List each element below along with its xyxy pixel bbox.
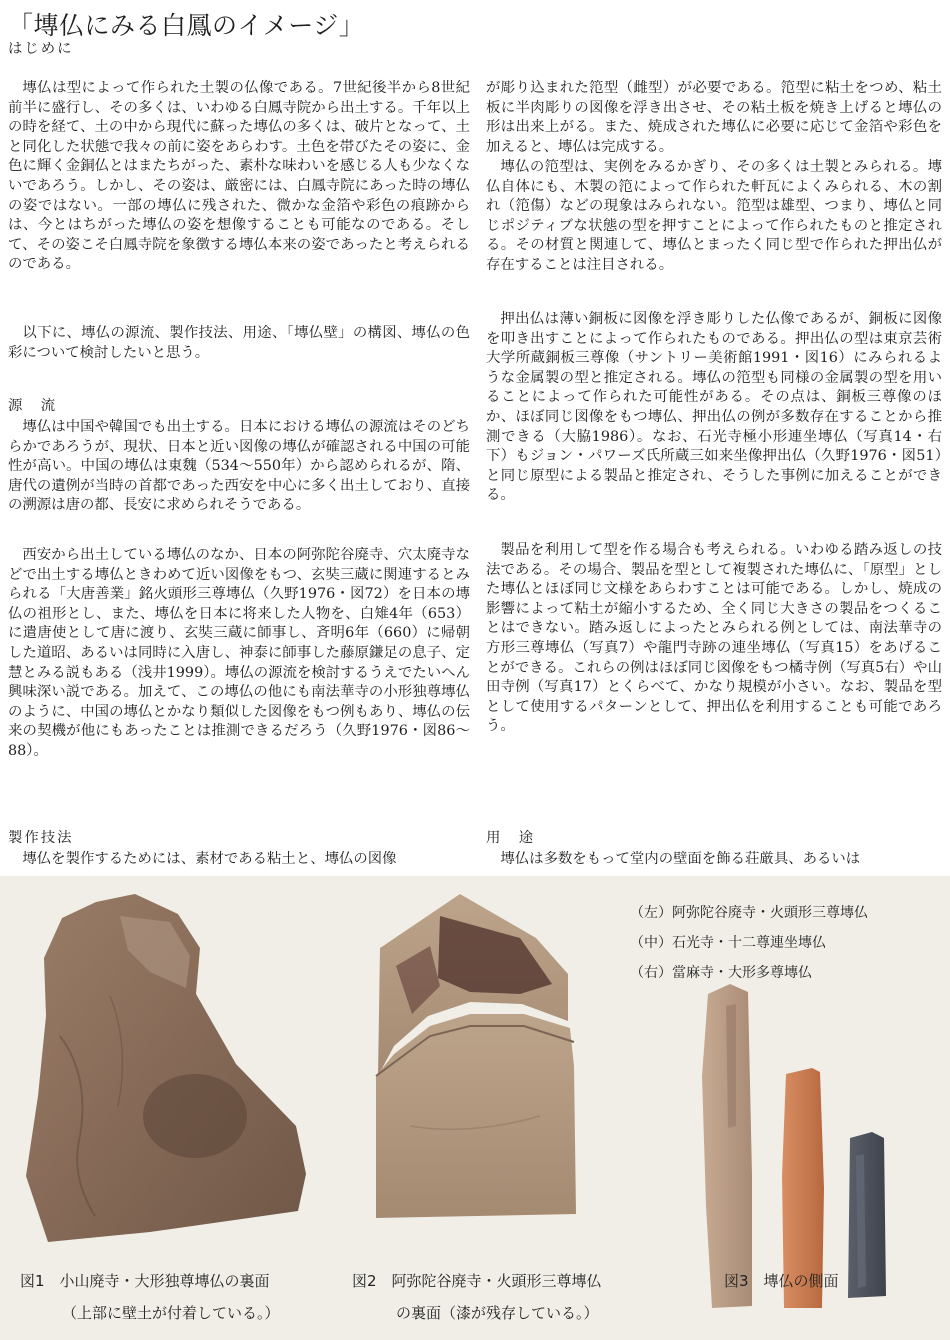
fig2-artifact-image bbox=[376, 894, 576, 1218]
origin-paragraph: 塼仏は中国や韓国でも出土する。日本における塼仏の源流はそのどちらかであろうが、現状、日本と近い図像の塼仏が確認される中国の可能性が高い。中国の塼仏は東魏（534～550年）から認められるが、隋、唐代の遺例が当時の首都であった西安を中心に多く出土しており、直接の溯源は唐の都、長安に求められそうである。 bbox=[8, 419, 470, 514]
fig1-caption: 図1 小山廃寺・大形独尊塼仏の裏面 bbox=[20, 1272, 270, 1290]
technique-heading: 製作技法 bbox=[8, 830, 74, 846]
origin-heading: 源 流 bbox=[8, 398, 58, 414]
body-paragraph: が彫り込まれた笵型（雌型）が必要である。笵型に粘土をつめ、粘土板に半肉彫りの図像を浮き出させ、その粘土板を焼き上げると塼仏の形は出来上がる。また、焼成された塼仏に必要に応じて金箔や彩色を加えると、塼仏は完成する。 bbox=[486, 80, 942, 155]
figure-legend bbox=[630, 898, 868, 988]
fig2-caption: 図2 阿弥陀谷廃寺・火頭形三尊塼仏 bbox=[352, 1272, 602, 1290]
page-title: 「塼仏にみる白鳳のイメージ」 bbox=[8, 11, 365, 40]
fig3-caption: 図3 塼仏の側面 bbox=[724, 1272, 839, 1290]
usage-paragraph: 塼仏は多数をもって堂内の壁面を飾る荘厳具、あるいは bbox=[500, 851, 861, 867]
technique-paragraph: 塼仏を製作するためには、素材である粘土と、塼仏の図像 bbox=[22, 851, 397, 867]
intro-heading: はじめに bbox=[8, 41, 74, 57]
origin-paragraph: 西安から出土している塼仏のなか、日本の阿弥陀谷廃寺、穴太廃寺などで出土する塼仏ときわめて近い図像をもつ、玄奘三蔵に関連するとみられる「大唐善業」銘火頭形三尊塼仏（久野1976・図72）を日本の塼仏の祖形とし、また、塼仏を日本に将来した人物を、白雉4年（653）に遣唐使として唐に渡り、玄奘三蔵に師事し、斉明6年（660）に帰朝した道昭、あるいは同時に入唐し、神泰に師事した藤原鎌足の息子、定慧とみる説もある（浅井1999）。塼仏の源流を検討するうえでたいへん興味深い説である。加えて、この塼仏の他にも南法華寺の小形独尊塼仏のように、中国の塼仏とかなり類似した図像をもつ例もあり、塼仏の伝来の契機が他にもあったことは推測できるだろう（久野1976・図86～88）。 bbox=[8, 547, 470, 759]
intro-paragraph: 以下に、塼仏の源流、製作技法、用途、「塼仏壁」の構図、塼仏の色彩について検討したいと思う。 bbox=[8, 325, 470, 361]
figure-panel bbox=[0, 876, 950, 1340]
fig1-caption-sub: （上部に壁土が付着している。） bbox=[62, 1304, 280, 1322]
body-paragraph: 塼仏の笵型は、実例をみるかぎり、その多くは土製とみられる。塼仏自体にも、木製の笵によって作られた軒瓦によくみられる、木の割れ（笵傷）などの現象はみられない。笵型は雄型、つまり、塼仏と同じポジティブな状態の型を押すことによって作られたものと推定される。その材質と関連して、塼仏とまったく同じ型で作られた押出仏が存在することは注目される。 bbox=[486, 159, 942, 273]
legend-item-right: （右）當麻寺・大形多尊塼仏 bbox=[630, 965, 812, 981]
legend-item-middle: （中）石光寺・十二尊連坐塼仏 bbox=[630, 935, 826, 951]
legend-item-left: （左）阿弥陀谷廃寺・火頭形三尊塼仏 bbox=[630, 905, 868, 921]
body-paragraph: 製品を利用して型を作る場合も考えられる。いわゆる踏み返しの技法である。その場合、製品を型として複製された塼仏に、「原型」とした塼仏とほぼ同じ文様をあらわすことは可能である。しかし、焼成の影響によって粘土が縮小するため、全く同じ大きさの製品をつくることはできない。踏み返しによったとみられる例としては、南法華寺の方形三尊塼仏（写真7）や龍門寺跡の連坐塼仏（写真15）をあげることができる。これらの例はほぼ同じ図像をもつ橘寺例（写真5右）や山田寺例（写真17）とくらべて、かなり規模が小さい。なお、製品を型として使用するパターンとして、押出仏を利用することも可能であろう。 bbox=[486, 542, 942, 735]
intro-paragraph: 塼仏は型によって作られた土製の仏像である。7世紀後半から8世紀前半に盛行し、その多くは、いわゆる白鳳寺院から出土する。千年以上の時を経て、土の中から現代に蘇った塼仏の多くは、破片となって、土と同化した状態で我々の前に姿をあらわす。土色を帯びたその姿に、金色に輝く金銅仏とはまたちがった、素朴な味わいを感じる人も少なくないであろう。しかし、その姿は、厳密には、白鳳寺院にあった時の塼仏の姿ではない。一部の塼仏に残された、微かな金箔や彩色の痕跡からは、今とはちがった塼仏の姿を想像することも可能なのである。そして、その姿こそ白鳳寺院を象徴する塼仏本来の姿であったと考えられるのである。 bbox=[8, 80, 470, 273]
body-paragraph: 押出仏は薄い銅板に図像を浮き彫りした仏像であるが、銅板に図像を叩き出すことによって作られたものである。押出仏の型は東京芸術大学所蔵銅板三尊像（サントリー美術館1991・図16）にみられるような金属製の型と推定される。塼仏の笵型も同様の金属製の型を用いることによって作られた可能性がある。その点は、銅板三尊像のほか、ほぼ同じ図像をもつ塼仏、押出仏の例が多数存在することから推測できる（大脇1986）。なお、石光寺極小形連坐塼仏（写真14・右下）もジョン・パワーズ氏所蔵三如来坐像押出仏（久野1976・図51）と同じ原型による製品と推定され、そうした事例に加えることができる。 bbox=[486, 311, 942, 504]
fig1-artifact-image bbox=[26, 894, 306, 1242]
fig2-caption-sub: の裏面（漆が残存している。） bbox=[396, 1304, 599, 1322]
usage-heading: 用 途 bbox=[486, 830, 536, 846]
fig3-artifact-image bbox=[702, 984, 886, 1308]
